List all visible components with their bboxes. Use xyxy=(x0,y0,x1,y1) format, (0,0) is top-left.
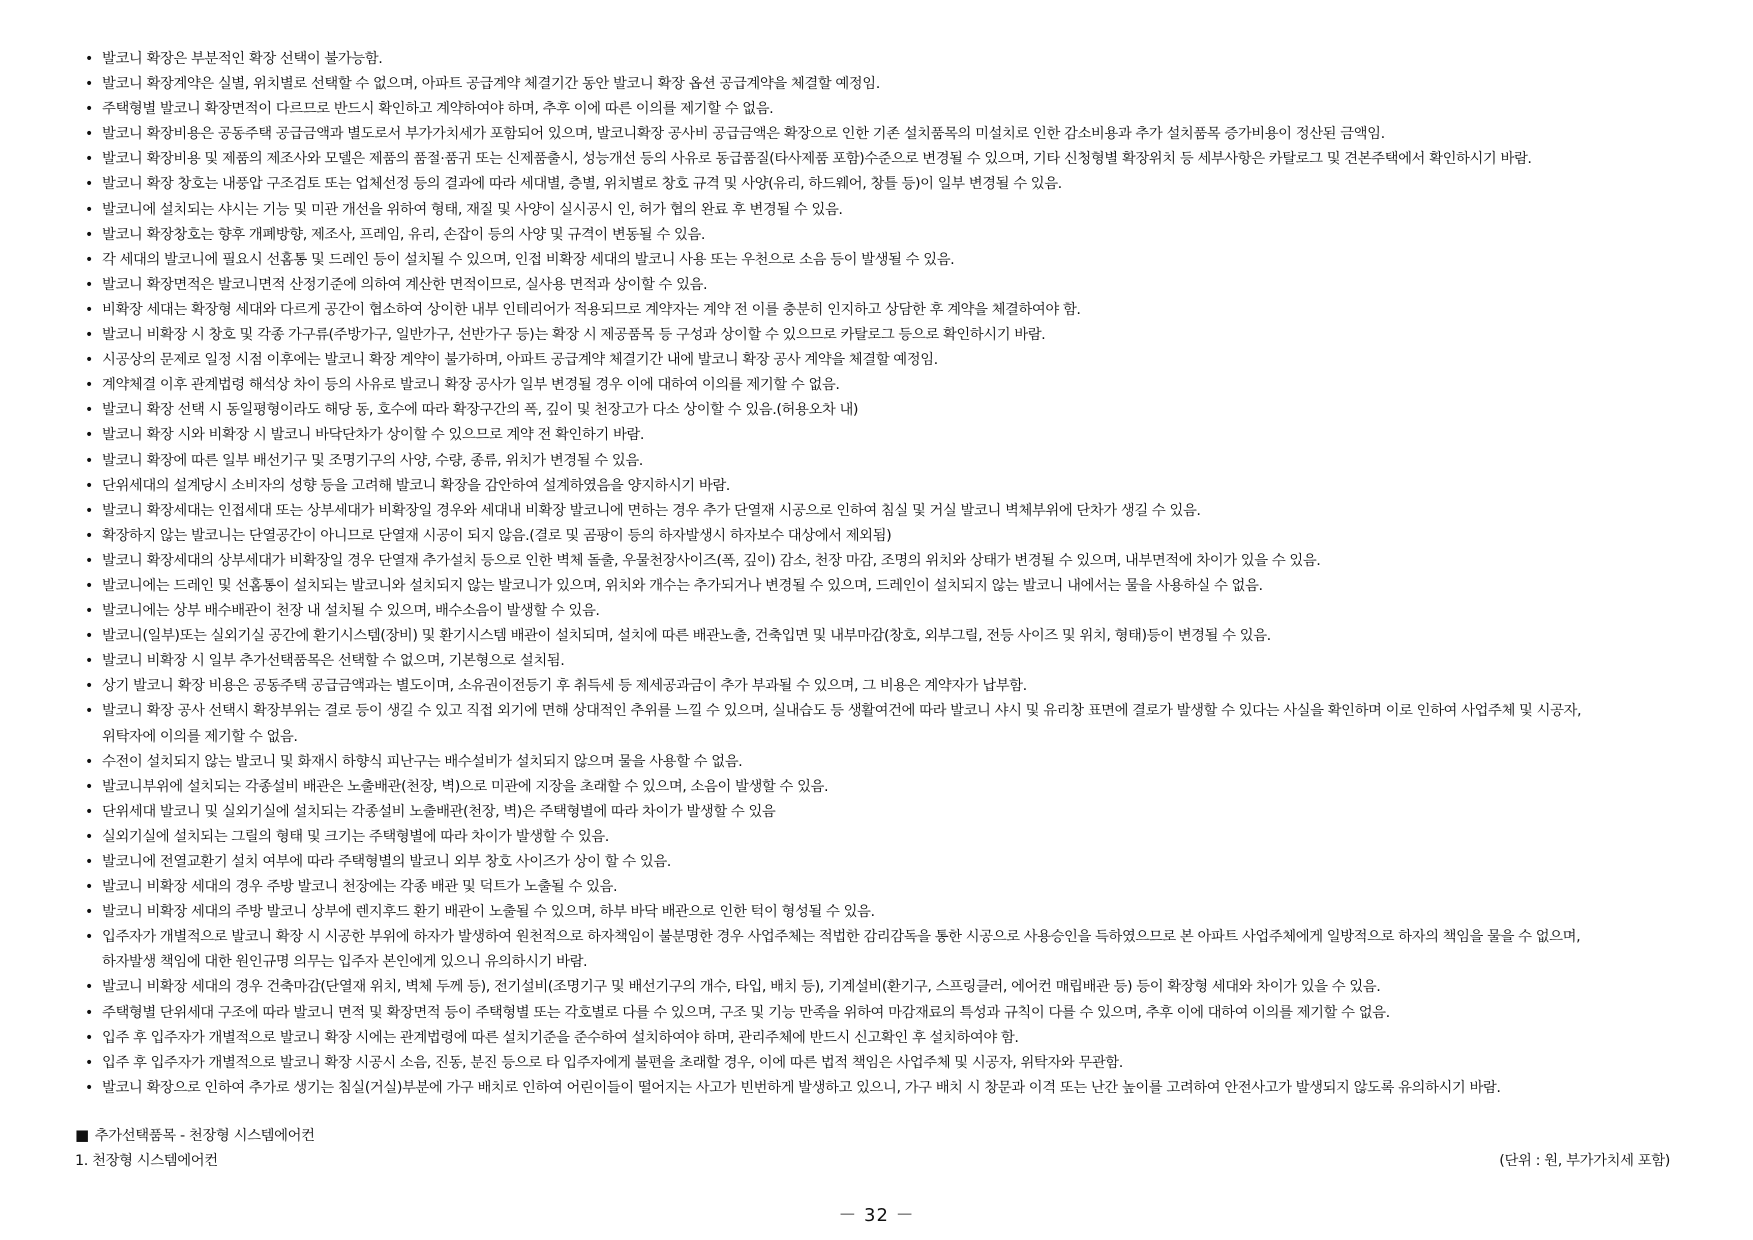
list-item xyxy=(82,147,1722,172)
list-item xyxy=(82,800,1722,825)
list-item-text-continued: 위탁자에 이의를 제기할 수 없음. xyxy=(102,728,298,745)
list-item-text: 발코니 비확장 세대의 주방 발코니 상부에 렌지후드 환기 배관이 노출될 수 있으며, 하부 바닥 배관으로 인한 턱이 형성될 수 있음. xyxy=(102,904,875,921)
list-item xyxy=(82,674,1722,699)
list-item-text: 발코니 확장 공사 선택시 확장부위는 결로 등이 생길 수 있고 직접 외기에 면해 상대적인 추위를 느낄 수 있으며, 실내습도 등 생활여건에 따라 발코니 샤시 및 유리창 표면에 결로가 발생할 수 있다는 사실을 확인하며 이로 인하여 사업주체 및 시공자, xyxy=(102,703,1582,720)
list-item xyxy=(82,549,1722,574)
list-item-text: 발코니 확장은 부분적인 확장 선택이 불가능함. xyxy=(102,51,383,67)
list-item-text: 발코니에는 상부 배수배관이 천장 내 설치될 수 있으며, 배수소음이 발생할 수 있음. xyxy=(102,603,600,620)
list-item xyxy=(82,223,1722,248)
list-item-text: 입주 후 입주자가 개별적으로 발코니 확장 시에는 관계법령에 따른 설치기준을 준수하여 설치하여야 하며, 관리주체에 반드시 신고확인 후 설치하여야 함. xyxy=(102,1029,1019,1046)
list-item-text: 발코니 확장 창호는 내풍압 구조검토 또는 업체선정 등의 결과에 따라 세대별, 층별, 위치별로 창호 규격 및 사양(유리, 하드웨어, 창틀 등)이 일부 변경될 수 있음. xyxy=(102,176,1062,193)
list-item xyxy=(82,474,1722,499)
list-item-text: 각 세대의 발코니에 필요시 선홈통 및 드레인 등이 설치될 수 있으며, 인접 비확장 세대의 발코니 사용 또는 우천으로 소음 등이 발생될 수 있음. xyxy=(102,251,955,268)
list-item xyxy=(82,423,1722,448)
list-item xyxy=(82,172,1722,197)
list-item xyxy=(82,273,1722,298)
list-item-text: 입주 후 입주자가 개별적으로 발코니 확장 시공시 소음, 진동, 분진 등으로 타 입주자에게 불편을 초래할 경우, 이에 따른 법적 책임은 사업주체 및 시공자, 위탁자와 무관함. xyxy=(102,1054,1123,1071)
subsection-title: 1. 천장형 시스템에어컨 xyxy=(75,1153,218,1169)
list-item xyxy=(82,825,1722,850)
subsection-row xyxy=(75,1149,1670,1170)
list-item xyxy=(82,574,1722,599)
list-item xyxy=(82,323,1722,348)
list-item-text: 입주자가 개별적으로 발코니 확장 시 시공한 부위에 하자가 발생하여 원천적으로 하자책임이 불분명한 경우 사업주체는 적법한 감리감독을 통한 시공으로 사용승인을 득하였으므로 본 아파트 사업주체에게 일방적으로 하자의 책임을 물을 수 없으며, xyxy=(102,929,1581,946)
list-item xyxy=(82,624,1722,649)
list-item-text: 발코니(일부)또는 실외기실 공간에 환기시스템(장비) 및 환기시스템 배관이 설치되며, 설치에 따른 배관노출, 건축입면 및 내부마감(창호, 외부그릴, 전등 사이즈 및 위치, 형태)등이 변경될 수 있음. xyxy=(102,628,1271,645)
list-item-text: 발코니 확장세대의 상부세대가 비확장일 경우 단열재 추가설치 등으로 인한 벽체 돌출, 우물천장사이즈(폭, 깊이) 감소, 천장 마감, 조명의 위치와 상태가 변경될 수 있으며, 내부면적에 차이가 있을 수 있음. xyxy=(102,552,1321,569)
list-item xyxy=(82,97,1722,122)
list-item-text: 발코니에는 드레인 및 선홈통이 설치되는 발코니와 설치되지 않는 발코니가 있으며, 위치와 개수는 추가되거나 변경될 수 있으며, 드레인이 설치되지 않는 발코니 내에서는 물을 사용하실 수 없음. xyxy=(102,577,1263,594)
section-heading xyxy=(75,1124,315,1145)
list-item xyxy=(82,298,1722,323)
list-item xyxy=(82,72,1722,97)
list-item xyxy=(82,47,1722,72)
list-item-text: 발코니 확장창호는 향후 개폐방향, 제조사, 프레임, 유리, 손잡이 등의 사양 및 규격이 변동될 수 있음. xyxy=(102,226,705,243)
list-item-text: 발코니 확장면적은 발코니면적 산정기준에 의하여 계산한 면적이므로, 실사용 면적과 상이할 수 있음. xyxy=(102,276,708,293)
list-item xyxy=(82,499,1722,524)
list-item-text: 발코니 비확장 시 창호 및 각종 가구류(주방가구, 일반가구, 선반가구 등)는 확장 시 제공품목 등 구성과 상이할 수 있으므로 카탈로그 등으로 확인하시기 바람. xyxy=(102,327,1046,344)
list-item xyxy=(82,699,1722,749)
list-item-text: 단위세대의 설계당시 소비자의 성향 등을 고려해 발코니 확장을 감안하여 설계하였음을 양지하시기 바람. xyxy=(102,477,730,494)
page-number: － 32 － xyxy=(838,1205,915,1226)
list-item xyxy=(82,850,1722,875)
list-item-text: 실외기실에 설치되는 그릴의 형태 및 크기는 주택형별에 따라 차이가 발생할 수 있음. xyxy=(102,828,609,845)
list-item xyxy=(82,524,1722,549)
list-item-text: 발코니 확장계약은 실별, 위치별로 선택할 수 없으며, 아파트 공급계약 체결기간 동안 발코니 확장 옵션 공급계약을 체결할 예정임. xyxy=(102,76,880,93)
list-item xyxy=(82,975,1722,1000)
list-item-text: 발코니에 전열교환기 설치 여부에 따라 주택형별의 발코니 외부 창호 사이즈가 상이 할 수 있음. xyxy=(102,854,671,870)
list-item-text: 수전이 설치되지 않는 발코니 및 화재시 하향식 피난구는 배수설비가 설치되지 않으며 물을 사용할 수 없음. xyxy=(102,753,743,770)
list-item-text-continued: 하자발생 책임에 대한 원인규명 의무는 입주자 본인에게 있으니 유의하시기 바람. xyxy=(102,954,588,971)
list-item-text: 주택형별 단위세대 구조에 따라 발코니 면적 및 확장면적 등이 주택형별 또는 각호별로 다를 수 있으며, 구조 및 기능 만족을 위하여 마감재료의 특성과 규칙이 다를 수 있으며, 추후 이에 대하여 이의를 제기할 수 없음. xyxy=(102,1004,1390,1021)
list-item-text: 발코니 확장비용은 공동주택 공급금액과 별도로서 부가가치세가 포함되어 있으며, 발코니확장 공사비 공급금액은 확장으로 인한 기존 설치품목의 미설치로 인한 감소비용과 추가 설치품목 증가비용이 정산된 금액임. xyxy=(102,126,1385,143)
list-item-text: 발코니 확장 시와 비확장 시 발코니 바닥단차가 상이할 수 있으므로 계약 전 확인하기 바람. xyxy=(102,427,644,444)
list-item xyxy=(82,1026,1722,1051)
list-item-text: 단위세대 발코니 및 실외기실에 설치되는 각종설비 노출배관(천장, 벽)은 주택형별에 따라 차이가 발생할 수 있음 xyxy=(102,803,776,820)
list-item-text: 발코니 확장에 따른 일부 배선기구 및 조명기구의 사양, 수량, 종류, 위치가 변경될 수 있음. xyxy=(102,452,643,469)
list-item-text: 주택형별 발코니 확장면적이 다르므로 반드시 확인하고 계약하여야 하며, 추후 이에 따른 이의를 제기할 수 없음. xyxy=(102,101,774,118)
list-item xyxy=(82,925,1722,975)
list-item xyxy=(82,348,1722,373)
list-item xyxy=(82,198,1722,223)
list-item xyxy=(82,1001,1722,1026)
list-item-text: 비확장 세대는 확장형 세대와 다르게 공간이 협소하여 상이한 내부 인테리어가 적용되므로 계약자는 계약 전 이를 충분히 인지하고 상담한 후 계약을 체결하여야 함. xyxy=(102,301,1081,318)
unit-note: (단위 : 원, 부가가치세 포함) xyxy=(1499,1153,1670,1169)
list-item-text: 발코니부위에 설치되는 각종설비 배관은 노출배관(천장, 벽)으로 미관에 지장을 초래할 수 있으며, 소음이 발생할 수 있음. xyxy=(102,778,829,795)
list-item xyxy=(82,1051,1722,1076)
list-item-text: 발코니 비확장 시 일부 추가선택품목은 선택할 수 없으며, 기본형으로 설치됨. xyxy=(102,653,565,670)
list-item-text: 계약체결 이후 관계법령 해석상 차이 등의 사유로 발코니 확장 공사가 일부 변경될 경우 이에 대하여 이의를 제기할 수 없음. xyxy=(102,377,840,394)
section-heading-text: 추가선택품목 - 천장형 시스템에어컨 xyxy=(94,1128,315,1144)
list-item xyxy=(82,122,1722,147)
list-item xyxy=(82,750,1722,775)
list-item xyxy=(82,649,1722,674)
list-item xyxy=(82,775,1722,800)
square-bullet-icon: ■ xyxy=(75,1126,89,1144)
list-item-text: 발코니 확장세대는 인접세대 또는 상부세대가 비확장일 경우와 세대내 비확장 발코니에 면하는 경우 추가 단열재 시공으로 인하여 침실 및 거실 발코니 벽체부위에 단차가 생길 수 있음. xyxy=(102,502,1201,519)
list-item-text: 발코니 확장으로 인하여 추가로 생기는 침실(거실)부분에 가구 배치로 인하여 어린이들이 떨어지는 사고가 빈번하게 발생하고 있으니, 가구 배치 시 창문과 이격 또는 난간 높이를 고려하여 안전사고가 발생되지 않도록 유의하시기 바람. xyxy=(102,1079,1501,1096)
list-item xyxy=(82,1076,1722,1101)
list-item-text: 발코니 비확장 세대의 경우 건축마감(단열재 위치, 벽체 두께 등), 전기설비(조명기구 및 배선기구의 개수, 타입, 배치 등), 기계설비(환기구, 스프링클러, 에어컨 매립배관 등) 등이 확장형 세대와 차이가 있을 수 있음. xyxy=(102,979,1381,996)
list-item-text: 확장하지 않는 발코니는 단열공간이 아니므로 단열재 시공이 되지 않음.(결로 및 곰팡이 등의 하자발생시 하자보수 대상에서 제외됨) xyxy=(102,527,892,544)
list-item xyxy=(82,900,1722,925)
list-item-text: 발코니에 설치되는 샤시는 기능 및 미관 개선을 위하여 형태, 재질 및 사양이 실시공시 인, 허가 협의 완료 후 변경될 수 있음. xyxy=(102,201,843,218)
list-item xyxy=(82,599,1722,624)
list-item-text: 상기 발코니 확장 비용은 공동주택 공급금액과는 별도이며, 소유권이전등기 후 취득세 등 제세공과금이 추가 부과될 수 있으며, 그 비용은 계약자가 납부함. xyxy=(102,678,1027,695)
list-item xyxy=(82,398,1722,423)
list-item-text: 발코니 확장비용 및 제품의 제조사와 모델은 제품의 품절·품귀 또는 신제품출시, 성능개선 등의 사유로 동급품질(타사제품 포함)수준으로 변경될 수 있으며, 기타 신청형별 확장위치 등 세부사항은 카탈로그 및 견본주택에서 확인하시기 바람. xyxy=(102,151,1532,168)
balcony-notes-list xyxy=(82,47,1722,1101)
list-item xyxy=(82,373,1722,398)
list-item xyxy=(82,875,1722,900)
list-item xyxy=(82,248,1722,273)
list-item-text: 발코니 확장 선택 시 동일평형이라도 해당 동, 호수에 따라 확장구간의 폭, 깊이 및 천장고가 다소 상이할 수 있음.(허용오차 내) xyxy=(102,402,859,419)
list-item-text: 시공상의 문제로 일정 시점 이후에는 발코니 확장 계약이 불가하며, 아파트 공급계약 체결기간 내에 발코니 확장 공사 계약을 체결할 예정임. xyxy=(102,352,938,369)
list-item xyxy=(82,449,1722,474)
list-item-text: 발코니 비확장 세대의 경우 주방 발코니 천장에는 각종 배관 및 덕트가 노출될 수 있음. xyxy=(102,879,618,896)
